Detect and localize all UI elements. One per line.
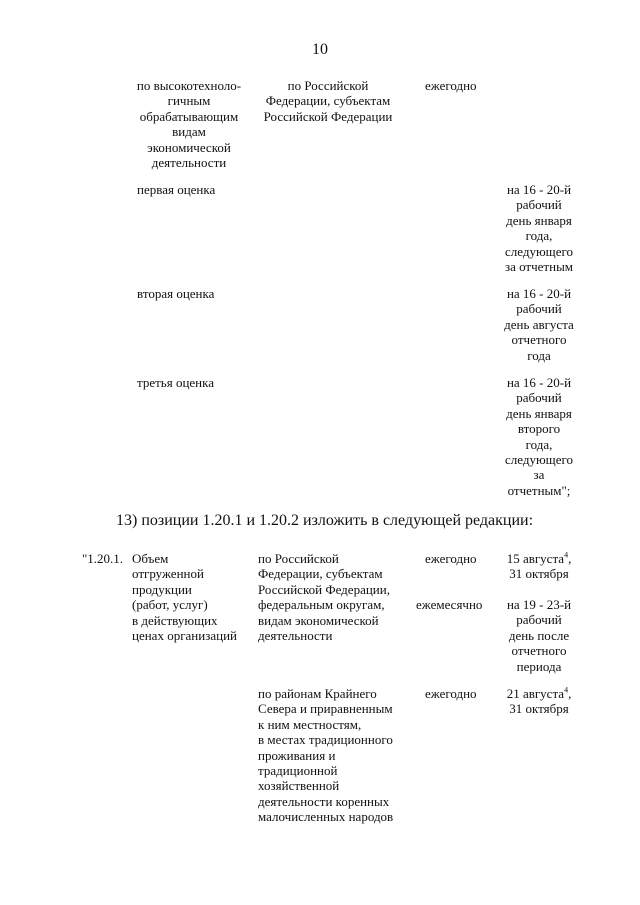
- assessment-first-deadline: на 16 - 20-й рабочий день января года, следующего за отчетным: [504, 182, 574, 275]
- indicator-high-tech: по высокотехноло- гичным обрабатывающим видам экономической деятельности: [136, 78, 242, 171]
- assessment-second-label: вторая оценка: [137, 286, 215, 301]
- position-breakdown-1: по Российской Федерации, субъектам Российской Федерации, федеральным округам, видам экономической деятельности: [258, 551, 390, 644]
- breakdown-cell: по Российской Федерации, субъектам Российской Федерации: [263, 78, 393, 124]
- assessment-second-deadline: на 16 - 20-й рабочий день августа отчетного года: [504, 286, 574, 363]
- period-annual-2: ежегодно: [425, 686, 477, 701]
- period-monthly: ежемесячно: [416, 597, 483, 612]
- assessment-first-label: первая оценка: [137, 182, 216, 197]
- assessment-third-deadline: на 16 - 20-й рабочий день января второго года, следующего за отчетным";: [505, 375, 573, 498]
- position-indicator: Объем отгруженной продукции (работ, услуг) в действующих ценах организаций: [132, 551, 237, 644]
- position-number: "1.20.1.: [82, 551, 124, 566]
- position-breakdown-2: по районам Крайнего Севера и приравненным к ним местностям, в местах традиционного проживания и традиционной хозяйственной деятельности коренных малочисленных народов: [258, 686, 394, 825]
- section-heading: 13) позиции 1.20.1 и 1.20.2 изложить в следующей редакции:: [116, 512, 534, 529]
- deadline-monthly: на 19 - 23-й рабочий день после отчетного периода: [506, 597, 572, 674]
- assessment-third-label: третья оценка: [137, 375, 215, 390]
- period-annual: ежегодно: [425, 551, 477, 566]
- page-number: 10: [312, 41, 328, 58]
- deadline-annual-1: 15 августа$^4$, 31 октября: [506, 550, 572, 582]
- deadline-annual-2: 21 августа$^4$, 31 октября: [506, 685, 572, 717]
- periodicity-cell: ежегодно: [425, 78, 477, 93]
